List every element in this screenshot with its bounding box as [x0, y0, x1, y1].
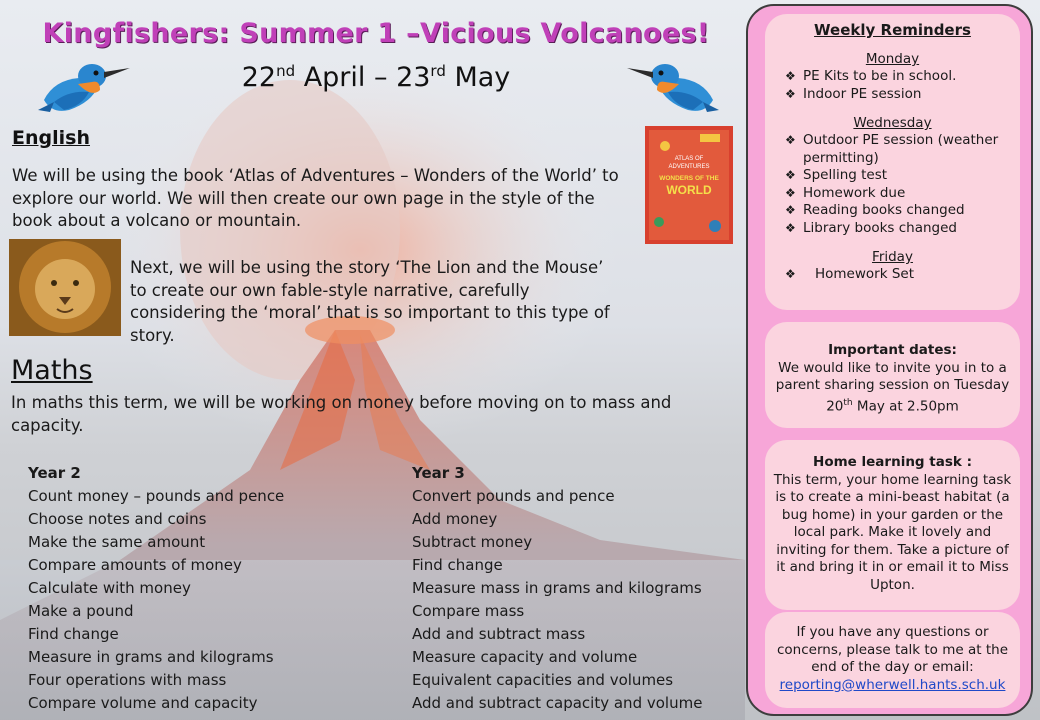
reminder-item: ❖ Outdoor PE session (weather permitting) [785, 132, 1020, 167]
year2-item: Compare volume and capacity [28, 694, 258, 712]
year3-item: Add and subtract mass [412, 625, 586, 643]
page-title: Kingfishers: Summer 1 –Vicious Volcanoes! [42, 18, 710, 49]
year2-item: Measure in grams and kilograms [28, 648, 274, 666]
date-start-suffix: nd [276, 62, 296, 80]
year3-heading: Year 3 [412, 464, 465, 482]
day-friday: Friday [872, 249, 913, 265]
reminder-item: ❖ Library books changed [785, 220, 1020, 238]
reminder-item: ❖ Homework Set [785, 266, 1020, 284]
contact-box [765, 612, 1020, 708]
maths-intro: In maths this term, we will be working on money before moving on to mass and capacity. [11, 393, 672, 435]
email-link[interactable]: reporting@wherwell.hants.sch.uk [779, 676, 1006, 693]
day-monday: Monday [865, 51, 920, 67]
year3-item: Measure capacity and volume [412, 648, 638, 666]
weekly-reminders-box [765, 14, 1020, 310]
year3-item: Convert pounds and pence [412, 487, 615, 505]
home-learning-title: Home learning task : [813, 454, 972, 470]
year3-item: Add money [412, 510, 498, 528]
year2-item: Choose notes and coins [28, 510, 207, 528]
year3-item: Measure mass in grams and kilograms [412, 579, 702, 597]
year3-item: Equivalent capacities and volumes [412, 671, 674, 689]
date-end-month: May [454, 62, 511, 93]
year2-item: Make the same amount [28, 533, 206, 551]
english-heading: English [12, 127, 90, 149]
kingfisher-right-icon [627, 50, 723, 120]
year3-item: Compare mass [412, 602, 525, 620]
reminder-item: ❖ PE Kits to be in school. [785, 68, 1020, 86]
year3-list [412, 462, 702, 715]
day-wednesday: Wednesday [853, 115, 932, 131]
important-dates-title: Important dates: [828, 342, 957, 358]
book-line-2: ADVENTURES [668, 164, 710, 170]
year3-item: Add and subtract capacity and volume [412, 694, 703, 712]
reminder-item: ❖ Spelling test [785, 167, 1020, 185]
year3-item: Subtract money [412, 533, 533, 551]
date-middle: April – 23 [303, 62, 431, 93]
kingfisher-left-icon [34, 50, 130, 120]
maths-heading: Maths [11, 355, 93, 386]
year2-item: Compare amounts of money [28, 556, 242, 574]
contact-text: If you have any questions or concerns, please talk to me at the end of the day or email: [776, 624, 1008, 675]
atlas-book-cover [645, 126, 733, 244]
weekly-reminders-title: Weekly Reminders [814, 21, 971, 39]
home-learning-box [765, 440, 1020, 610]
reminder-item: ❖ Homework due [785, 185, 1020, 203]
sidebar [746, 4, 1033, 716]
date-start: 22 [241, 62, 277, 93]
english-fable: Next, we will be using the story ‘The Lion and the Mouse’ to create our own fable-style narrative, carefully considering the ‘moral’ that is so important to this type of story. [130, 258, 610, 345]
important-dates-box [765, 322, 1020, 428]
friday-list [765, 266, 1020, 284]
monday-list [765, 68, 1020, 103]
lion-picture [9, 239, 121, 336]
book-line-4: WORLD [666, 183, 712, 197]
english-intro: We will be using the book ‘Atlas of Adventures – Wonders of the World’ to explore our world. We will then create our own page in the style of the book about a volcano or mountain. [12, 166, 619, 230]
year2-item: Make a pound [28, 602, 134, 620]
year3-item: Find change [412, 556, 503, 574]
contact-email-row [765, 677, 1020, 695]
wednesday-list [765, 132, 1020, 237]
year2-item: Find change [28, 625, 119, 643]
year2-list [28, 462, 284, 715]
book-line-3: WONDERS OF THE [659, 175, 719, 182]
home-learning-text: This term, your home learning task is to create a mini-beast habitat (a bug home) in your garden or the local park. Make it lovely and inviting for them. Take a picture of it and bring it in or email it to Miss Upton. [773, 471, 1012, 593]
year2-item: Count money – pounds and pence [28, 487, 285, 505]
year2-heading: Year 2 [28, 464, 81, 482]
important-dates-text [765, 360, 1020, 416]
important-text-a: We would like to invite you in to a parent sharing session on Tuesday 20 [775, 359, 1010, 414]
reminder-item: ❖ Indoor PE session [785, 86, 1020, 104]
date-end-suffix: rd [430, 62, 446, 80]
year2-item: Four operations with mass [28, 671, 227, 689]
book-line-1: ATLAS OF [674, 156, 704, 162]
important-text-sup: th [843, 397, 853, 408]
year2-item: Calculate with money [28, 579, 191, 597]
important-text-b: May at 2.50pm [852, 398, 959, 414]
reminder-item: ❖ Reading books changed [785, 202, 1020, 220]
